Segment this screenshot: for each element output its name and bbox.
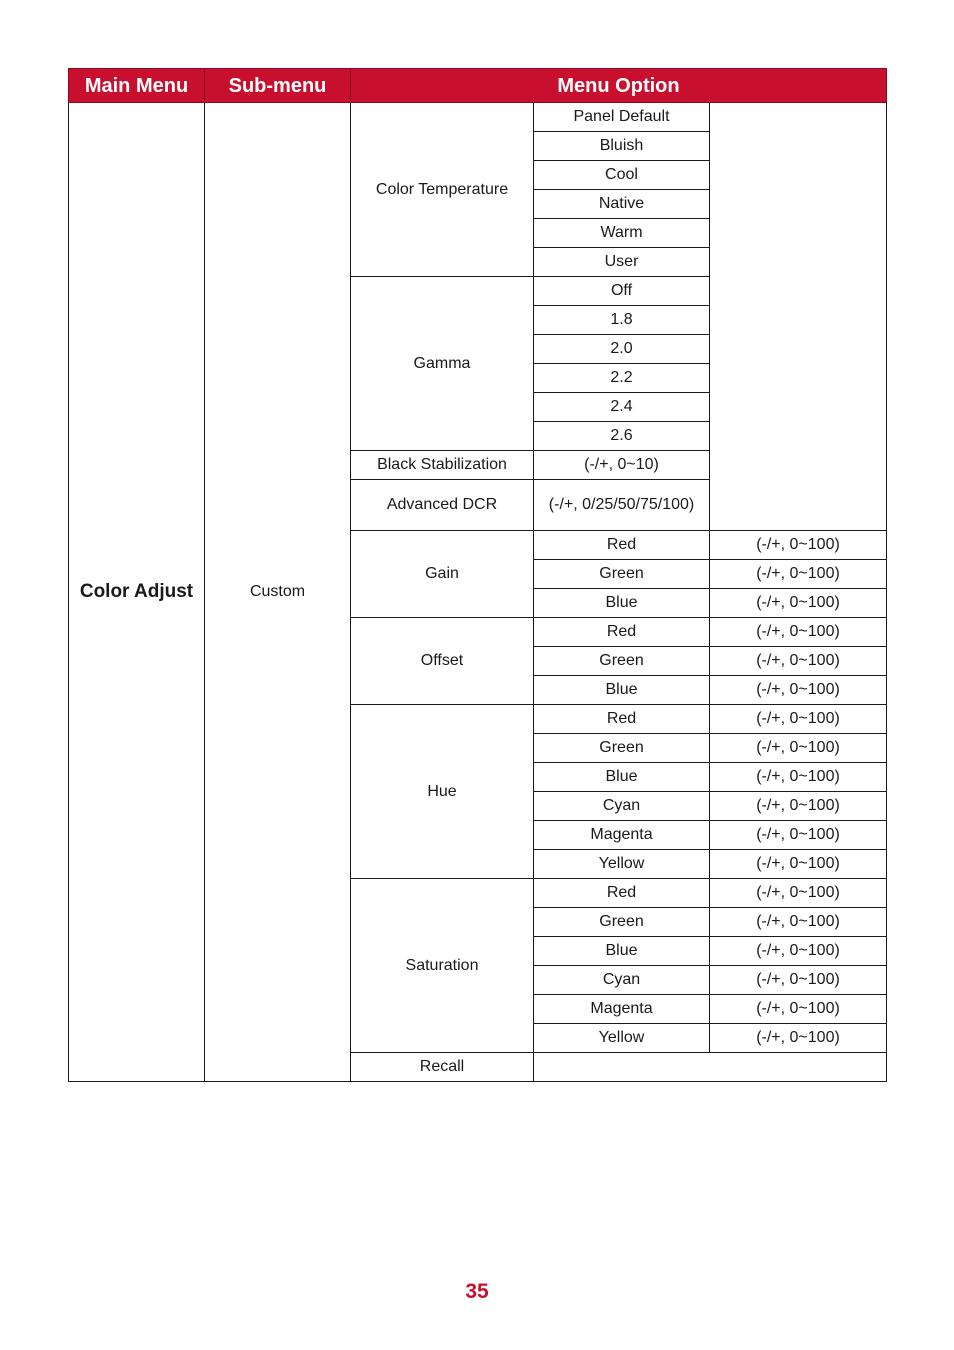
table-row (69, 103, 887, 132)
option-label-cell: Offset (351, 618, 534, 705)
menu-table (68, 68, 887, 1082)
header-main-menu: Main Menu (69, 69, 205, 103)
option-range-cell: (-/+, 0~100) (710, 792, 887, 821)
option-value-cell: Red (534, 618, 710, 647)
page-number: 35 (465, 1280, 489, 1303)
option-value-cell: 2.6 (534, 422, 710, 451)
option-label-cell: Saturation (351, 879, 534, 1053)
option-value-cell: Yellow (534, 850, 710, 879)
option-value-cell: User (534, 248, 710, 277)
option-label-cell: Gain (351, 531, 534, 618)
option-value-cell: Native (534, 190, 710, 219)
empty-cell (710, 103, 887, 531)
option-label-cell: Advanced DCR (351, 480, 534, 531)
option-value-cell: 2.4 (534, 393, 710, 422)
option-label-cell: Color Temperature (351, 103, 534, 277)
option-range-cell: (-/+, 0~100) (710, 908, 887, 937)
option-value-cell: Blue (534, 589, 710, 618)
option-range-cell: (-/+, 0~100) (710, 531, 887, 560)
option-value-cell: (-/+, 0~10) (534, 451, 710, 480)
option-range-cell: (-/+, 0~100) (710, 618, 887, 647)
option-label-cell: Black Stabilization (351, 451, 534, 480)
option-value-cell: Panel Default (534, 103, 710, 132)
option-range-cell: (-/+, 0~100) (710, 763, 887, 792)
option-range-cell: (-/+, 0~100) (710, 821, 887, 850)
header-sub-menu: Sub-menu (205, 69, 351, 103)
option-range-cell: (-/+, 0~100) (710, 589, 887, 618)
option-value-cell: Cyan (534, 966, 710, 995)
option-value-cell: 2.2 (534, 364, 710, 393)
option-value-cell: 1.8 (534, 306, 710, 335)
option-range-cell: (-/+, 0~100) (710, 676, 887, 705)
option-label-cell: Recall (351, 1053, 534, 1082)
option-range-cell: (-/+, 0~100) (710, 705, 887, 734)
empty-cell (534, 1053, 887, 1082)
option-range-cell: (-/+, 0~100) (710, 937, 887, 966)
main-menu-cell: Color Adjust (69, 103, 205, 1082)
option-value-cell: 2.0 (534, 335, 710, 364)
option-value-cell: Cyan (534, 792, 710, 821)
option-value-cell: Blue (534, 763, 710, 792)
option-range-cell: (-/+, 0~100) (710, 560, 887, 589)
option-value-cell: Red (534, 531, 710, 560)
option-label-cell: Gamma (351, 277, 534, 451)
option-value-cell: (-/+, 0/25/50/75/100) (534, 480, 710, 531)
option-range-cell: (-/+, 0~100) (710, 879, 887, 908)
option-range-cell: (-/+, 0~100) (710, 1024, 887, 1053)
header-menu-option: Menu Option (351, 69, 887, 103)
option-value-cell: Green (534, 647, 710, 676)
option-value-cell: Green (534, 908, 710, 937)
menu-body (69, 103, 887, 1082)
option-value-cell: Green (534, 560, 710, 589)
option-value-cell: Bluish (534, 132, 710, 161)
option-value-cell: Red (534, 705, 710, 734)
option-value-cell: Magenta (534, 995, 710, 1024)
option-range-cell: (-/+, 0~100) (710, 966, 887, 995)
option-range-cell: (-/+, 0~100) (710, 995, 887, 1024)
option-value-cell: Warm (534, 219, 710, 248)
option-range-cell: (-/+, 0~100) (710, 850, 887, 879)
sub-menu-cell: Custom (205, 103, 351, 1082)
option-value-cell: Yellow (534, 1024, 710, 1053)
option-value-cell: Blue (534, 937, 710, 966)
option-value-cell: Magenta (534, 821, 710, 850)
option-value-cell: Green (534, 734, 710, 763)
option-value-cell: Cool (534, 161, 710, 190)
option-range-cell: (-/+, 0~100) (710, 734, 887, 763)
option-value-cell: Red (534, 879, 710, 908)
option-range-cell: (-/+, 0~100) (710, 647, 887, 676)
option-value-cell: Off (534, 277, 710, 306)
header-row (69, 69, 887, 103)
option-label-cell: Hue (351, 705, 534, 879)
option-value-cell: Blue (534, 676, 710, 705)
